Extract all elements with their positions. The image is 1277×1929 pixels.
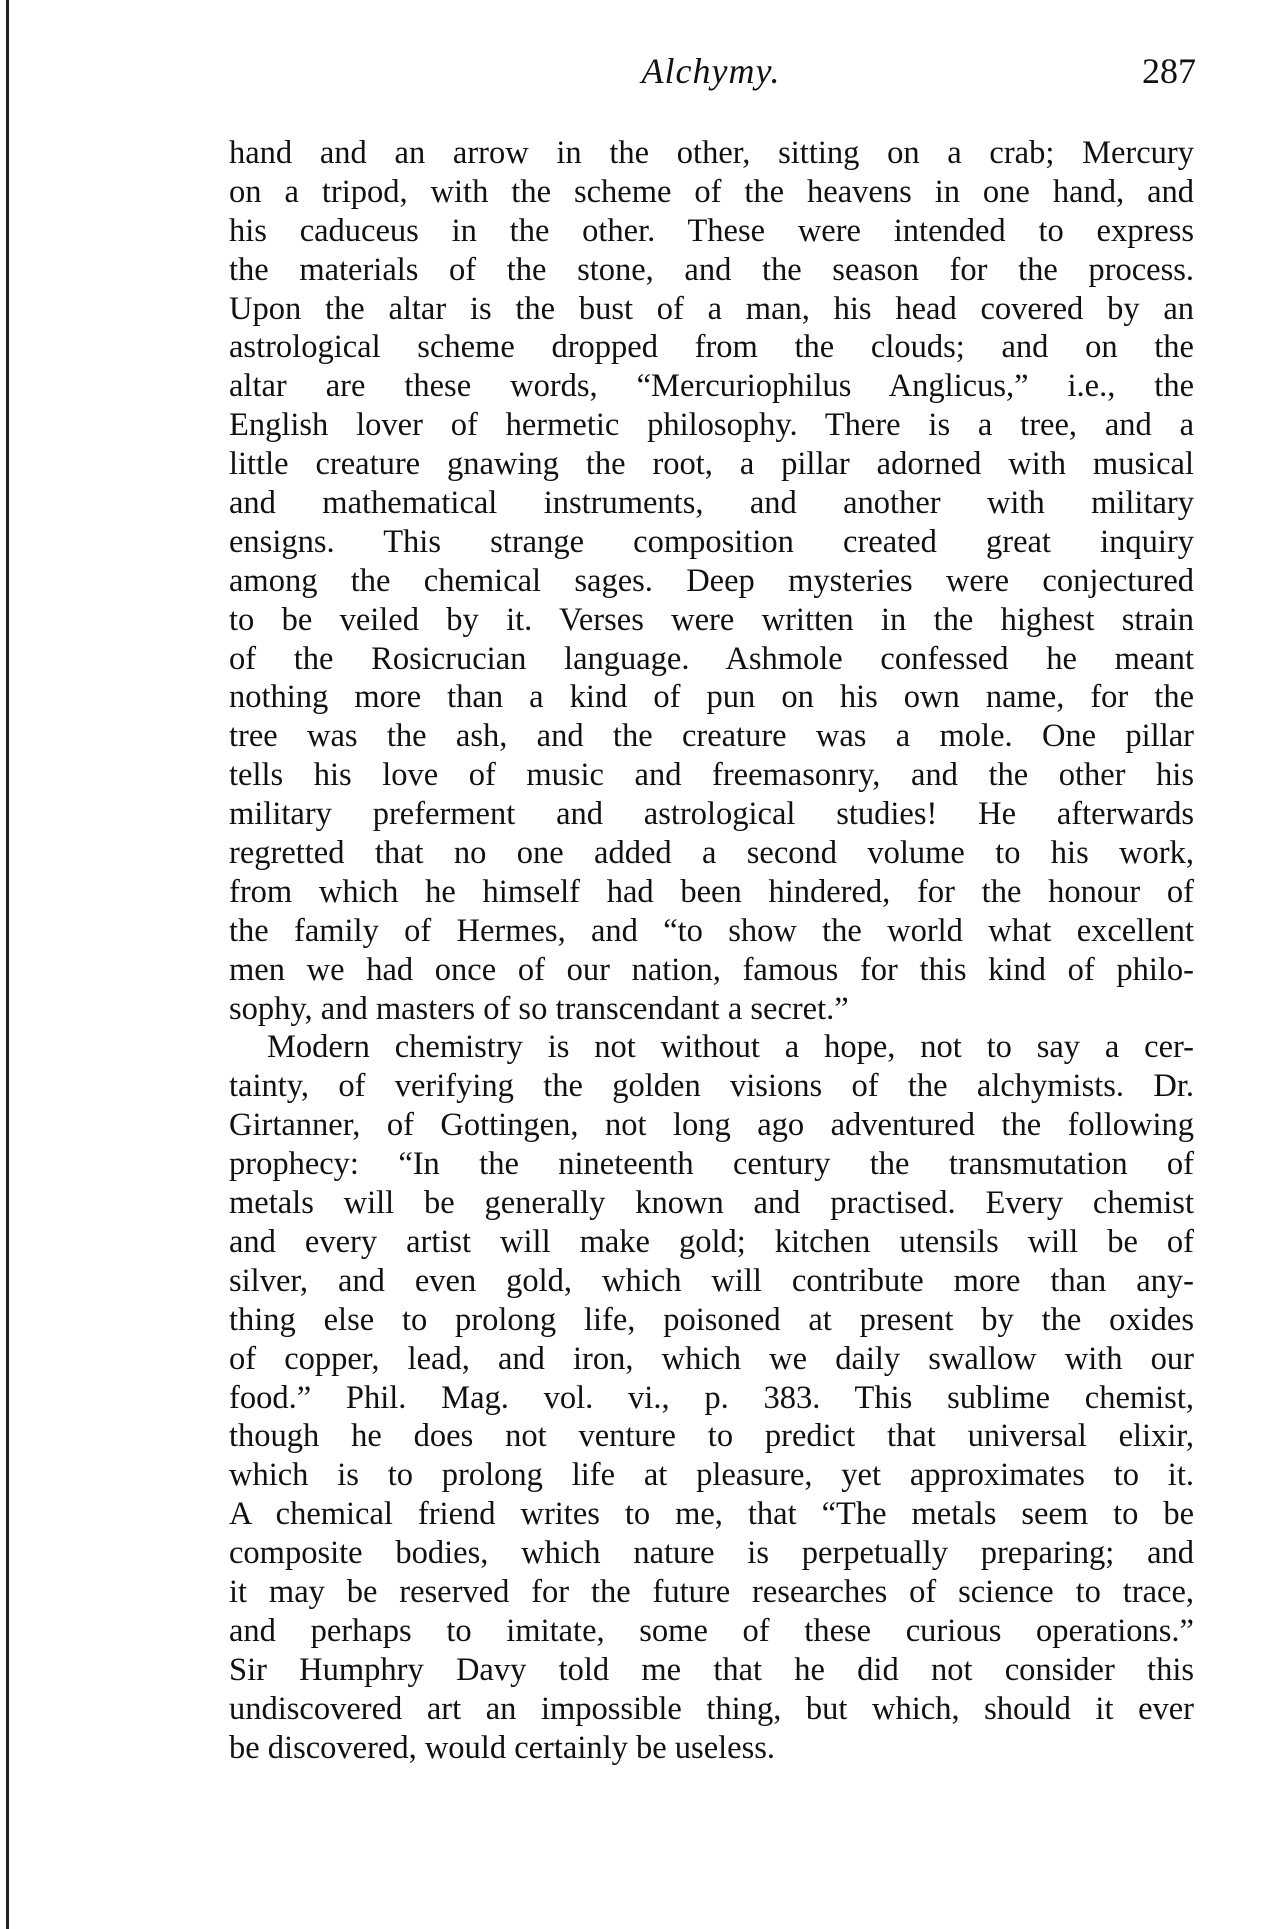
- text-line: A chemical friend writes to me, that “The metals seem to be: [229, 1496, 1194, 1533]
- running-head: [226, 50, 1196, 100]
- text-line: nothing more than a kind of pun on his own name, for the: [229, 679, 1194, 716]
- text-line: silver, and even gold, which will contribute more than any-: [229, 1262, 1194, 1299]
- text-line: regretted that no one added a second volume to his work,: [229, 835, 1194, 872]
- text-line: Upon the altar is the bust of a man, his head covered by an: [229, 290, 1194, 327]
- text-line: military preferment and astrological studies! He afterwards: [229, 796, 1194, 833]
- text-line: ensigns. This strange composition created great inquiry: [229, 523, 1194, 560]
- text-line: Girtanner, of Gottingen, not long ago adventured the following: [229, 1107, 1194, 1144]
- text-line: sophy, and masters of so transcendant a secret.”: [229, 990, 849, 1027]
- paragraph-1: [229, 134, 1194, 1028]
- text-line: undiscovered art an impossible thing, but which, should it ever: [229, 1690, 1194, 1727]
- text-line: altar are these words, “Mercuriophilus Anglicus,” i.e., the: [229, 368, 1194, 405]
- text-line: which is to prolong life at pleasure, yet approximates to it.: [229, 1457, 1194, 1494]
- text-line: Modern chemistry is not without a hope, not to say a cer-: [267, 1029, 1194, 1066]
- text-line: thing else to prolong life, poisoned at present by the oxides: [229, 1301, 1194, 1338]
- page-title: Alchymy.: [641, 51, 781, 91]
- text-line: though he does not venture to predict that universal elixir,: [229, 1418, 1194, 1455]
- text-line: and perhaps to imitate, some of these curious operations.”: [229, 1612, 1194, 1649]
- text-line: Sir Humphry Davy told me that he did not consider this: [229, 1651, 1194, 1688]
- binding-edge: [6, 0, 12, 1929]
- text-line: tainty, of verifying the golden visions of the alchymists. Dr.: [229, 1068, 1194, 1105]
- text-line: his caduceus in the other. These were intended to express: [229, 212, 1194, 249]
- text-line: men we had once of our nation, famous for this kind of philo-: [229, 951, 1194, 988]
- text-line: prophecy: “In the nineteenth century the transmutation of: [229, 1146, 1194, 1183]
- text-line: the materials of the stone, and the season for the process.: [229, 251, 1194, 288]
- text-line: food.” Phil. Mag. vol. vi., p. 383. This sublime chemist,: [229, 1379, 1194, 1416]
- text-line: be discovered, would certainly be useless.: [229, 1729, 776, 1766]
- text-line: the family of Hermes, and “to show the world what excellent: [229, 912, 1194, 949]
- text-line: among the chemical sages. Deep mysteries were conjectured: [229, 562, 1194, 599]
- text-line: and mathematical instruments, and another with military: [229, 485, 1194, 522]
- text-line: of copper, lead, and iron, which we daily swallow with our: [229, 1340, 1194, 1377]
- body-text: [229, 134, 1194, 1767]
- text-line: to be veiled by it. Verses were written in the highest strain: [229, 601, 1194, 638]
- text-line: composite bodies, which nature is perpetually preparing; and: [229, 1535, 1194, 1572]
- text-line: from which he himself had been hindered, for the honour of: [229, 873, 1194, 910]
- paragraph-2: [229, 1028, 1194, 1767]
- text-line: of the Rosicrucian language. Ashmole confessed he meant: [229, 640, 1194, 677]
- text-line: it may be reserved for the future researches of science to trace,: [229, 1573, 1194, 1610]
- text-line: and every artist will make gold; kitchen utensils will be of: [229, 1223, 1194, 1260]
- text-line: tells his love of music and freemasonry, and the other his: [229, 757, 1194, 794]
- text-line: metals will be generally known and practised. Every chemist: [229, 1185, 1194, 1222]
- text-line: hand and an arrow in the other, sitting on a crab; Mercury: [229, 135, 1194, 171]
- text-line: little creature gnawing the root, a pillar adorned with musical: [229, 446, 1194, 483]
- text-line: astrological scheme dropped from the clouds; and on the: [229, 329, 1194, 366]
- page-number: 287: [1142, 51, 1196, 91]
- text-line: on a tripod, with the scheme of the heavens in one hand, and: [229, 173, 1194, 210]
- text-line: tree was the ash, and the creature was a mole. One pillar: [229, 718, 1194, 755]
- text-line: English lover of hermetic philosophy. There is a tree, and a: [229, 407, 1194, 444]
